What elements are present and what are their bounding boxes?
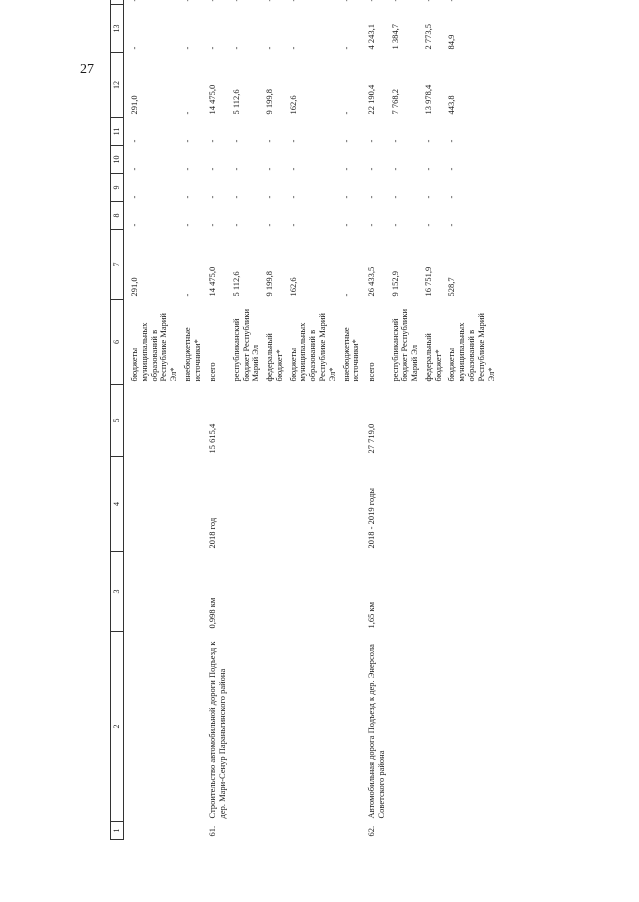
col-header-13: 13 [111,5,124,53]
col-header-5: 5 [111,385,124,457]
cell-col-13: - [287,46,298,50]
cell-col-1 [445,822,498,840]
cell-col-10: - [181,167,192,171]
table-row [287,0,340,840]
cell-col-5 [445,385,498,457]
cell-col-4 [445,457,498,552]
cell-col-1: 62. [366,825,377,837]
cell-col-9: - [422,195,433,199]
cell-col-11: - [207,139,218,143]
cell-col-13: - [340,46,351,50]
table-row [422,0,446,840]
cell-col-8: - [264,223,275,227]
cell-col-5 [263,385,287,457]
cell-col-3 [287,552,340,632]
cell-col-7: 14 475,0 [207,266,218,297]
cell-col-8: - [129,223,139,227]
cell-col-3: 0,998 км [207,597,218,629]
cell-col-13: - [181,46,192,50]
col-header-9: 9 [111,174,124,202]
cell-col-7: 9 199,8 [264,271,275,297]
cell-col-13: 84,9 [446,34,457,50]
cell-col-13: - [207,46,218,50]
cell-col-10: - [366,167,377,171]
cell-col-13: 2 773,5 [422,24,433,50]
cell-col-12: 13 978,4 [422,84,433,115]
cell-col-1: 61. [207,825,218,837]
cell-col-14: - [366,0,377,2]
cell-col-7: 26 433,5 [366,266,377,297]
cell-col-1 [340,822,364,840]
cell-col-2 [287,632,340,822]
cell-col-13: 1 384,7 [389,24,400,50]
cell-col-1 [230,822,263,840]
table-row [230,0,263,840]
cell-col-14: - [230,0,241,2]
cell-col-6: внебюджетные источники* [181,327,202,382]
cell-col-2: Автомобильная дорога Подъезд к дер. Энерсола Советского района [366,644,386,819]
cell-col-5 [287,385,340,457]
cell-col-8: - [230,223,241,227]
cell-col-6: федеральный бюджет* [422,333,443,382]
cell-col-3 [445,552,498,632]
cell-col-14: - [389,0,400,2]
col-header-4: 4 [111,457,124,552]
cell-col-3 [422,552,446,632]
cell-col-4 [422,457,446,552]
col-header-11: 11 [111,118,124,146]
cell-col-12: 291,0 [129,95,139,115]
cell-col-9: - [446,195,457,199]
cell-col-12: 22 190,4 [366,84,377,115]
cell-col-2 [445,632,498,822]
cell-col-11: - [446,139,457,143]
cell-col-11: - [264,139,275,143]
cell-col-10: - [207,167,218,171]
cell-col-4 [287,457,340,552]
cell-col-3 [340,552,364,632]
cell-col-8: - [287,223,298,227]
cell-col-4 [263,457,287,552]
cell-col-6: всего [366,362,377,382]
cell-col-14: - [422,0,433,2]
rotated-table-container [110,0,639,840]
table-row [124,0,181,840]
cell-col-9: - [264,195,275,199]
col-header-6: 6 [111,300,124,385]
cell-col-10: - [287,167,298,171]
cell-col-7: 5 112,6 [230,271,241,297]
financing-table [110,0,498,840]
cell-col-7: 528,7 [446,277,457,297]
cell-col-6: внебюджетные источники* [340,327,361,382]
cell-col-9: - [366,195,377,199]
cell-col-14: - [264,0,275,2]
table-row [340,0,364,840]
cell-col-4 [181,457,205,552]
cell-col-12: 7 768,2 [389,89,400,115]
cell-col-11: - [366,139,377,143]
cell-col-3 [263,552,287,632]
cell-col-6: бюджеты муниципальных образований в Республике Марий Эл* [129,313,179,382]
cell-col-14: - [287,0,298,2]
cell-col-6: республиканский бюджет Республики Марий Эл [230,308,261,382]
cell-col-5 [181,385,205,457]
cell-col-11: - [389,139,400,143]
cell-col-13: 4 243,1 [366,24,377,50]
cell-col-13: - [264,46,275,50]
cell-col-8: - [446,223,457,227]
cell-col-4 [389,457,422,552]
cell-col-7: - [340,293,351,297]
cell-col-9: - [230,195,241,199]
table-row [389,0,422,840]
cell-col-5: 27 719,0 [366,423,377,454]
cell-col-3 [230,552,263,632]
cell-col-6: республиканский бюджет Республики Марий Эл [389,308,420,382]
cell-col-8: - [389,223,400,227]
cell-col-10: - [446,167,457,171]
cell-col-4 [124,457,181,552]
cell-col-8: - [207,223,218,227]
page-number: 27 [80,62,94,77]
table-row [263,0,287,840]
cell-col-9: - [287,195,298,199]
cell-col-7: 162,6 [287,277,298,297]
cell-col-3 [181,552,205,632]
cell-col-2 [263,632,287,822]
cell-col-12: - [340,111,351,115]
cell-col-6: всего [207,362,218,382]
table-row [363,0,389,840]
cell-col-13: - [230,46,241,50]
cell-col-11: - [340,139,351,143]
col-header-14 [111,0,124,5]
cell-col-2 [340,632,364,822]
cell-col-4: 2018 год [207,517,218,549]
cell-col-5 [340,385,364,457]
header-row [111,0,124,840]
cell-col-2 [124,632,181,822]
cell-col-10: - [230,167,241,171]
cell-col-2 [389,632,422,822]
cell-col-10: - [422,167,433,171]
cell-col-14: - [129,0,139,2]
cell-col-10: - [389,167,400,171]
cell-col-7: - [181,293,192,297]
cell-col-4 [340,457,364,552]
cell-col-6: бюджеты муниципальных образований в Республике Марий Эл* [446,313,496,382]
cell-col-9: - [129,195,139,199]
table-body [124,0,499,840]
cell-col-1 [389,822,422,840]
table-row [204,0,230,840]
cell-col-11: - [181,139,192,143]
cell-col-13: - [129,46,139,50]
cell-col-1 [263,822,287,840]
cell-col-5 [389,385,422,457]
cell-col-9: - [181,195,192,199]
cell-col-11: - [287,139,298,143]
cell-col-2 [422,632,446,822]
cell-col-14: - [446,0,457,2]
cell-col-8: - [340,223,351,227]
cell-col-2 [230,632,263,822]
cell-col-1 [181,822,205,840]
table-row [181,0,205,840]
col-header-10: 10 [111,146,124,174]
cell-col-11: - [422,139,433,143]
col-header-7: 7 [111,230,124,300]
cell-col-5 [422,385,446,457]
cell-col-6: федеральный бюджет* [264,333,284,382]
cell-col-3: 1,65 км [366,601,377,629]
cell-col-9: - [389,195,400,199]
cell-col-12: 9 199,8 [264,89,275,115]
cell-col-5 [230,385,263,457]
cell-col-12: 5 112,6 [230,89,241,115]
cell-col-12: 443,8 [446,95,457,115]
cell-col-11: - [230,139,241,143]
cell-col-7: 291,0 [129,277,139,297]
cell-col-6: бюджеты муниципальных образований в Республике Марий Эл* [287,313,337,382]
cell-col-9: - [207,195,218,199]
col-header-2: 2 [111,632,124,822]
col-header-3: 3 [111,552,124,632]
cell-col-5: 15 615,4 [207,423,218,454]
cell-col-10: - [129,167,139,171]
cell-col-10: - [264,167,275,171]
table-row [445,0,498,840]
cell-col-1 [422,822,446,840]
cell-col-3 [389,552,422,632]
cell-col-14: - [340,0,351,2]
cell-col-8: - [181,223,192,227]
cell-col-12: - [181,111,192,115]
cell-col-8: - [422,223,433,227]
col-header-8: 8 [111,202,124,230]
cell-col-5 [124,385,181,457]
cell-col-12: 14 475,0 [207,84,218,115]
cell-col-9: - [340,195,351,199]
cell-col-11: - [129,139,139,143]
cell-col-1 [287,822,340,840]
cell-col-4 [230,457,263,552]
cell-col-12: 162,6 [287,95,298,115]
cell-col-14: - [207,0,218,2]
col-header-1: 1 [111,822,124,840]
cell-col-2 [181,632,205,822]
cell-col-4: 2018 - 2019 годы [366,487,377,549]
cell-col-2: Строительство автомобильной дороги Подъезд к дер. Мари-Сенур Параньгинского района [207,641,228,819]
cell-col-7: 16 751,9 [422,266,433,297]
cell-col-14: - [181,0,192,2]
cell-col-8: - [366,223,377,227]
cell-col-7: 9 152,9 [389,271,400,297]
cell-col-3 [124,552,181,632]
col-header-12: 12 [111,53,124,118]
cell-col-1 [124,822,181,840]
cell-col-10: - [340,167,351,171]
